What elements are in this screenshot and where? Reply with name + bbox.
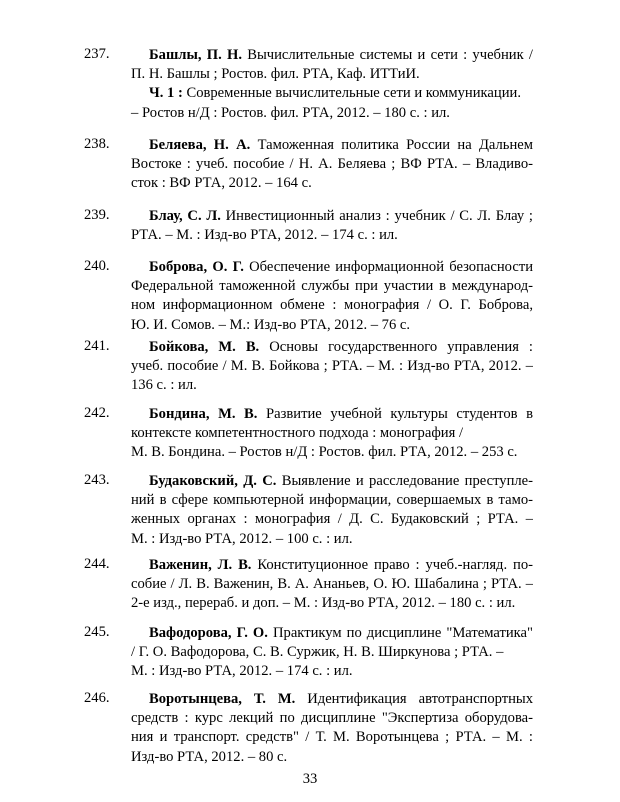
entry-line: Беляева, Н. А. Таможенная политика России на Дальнем <box>149 137 533 153</box>
entry-line: / Г. О. Вафодорова, С. В. Суржик, Н. В. Ширкунова ; РТА. – <box>131 644 504 661</box>
page-number: 33 <box>302 771 318 787</box>
entry-number: 238. <box>84 136 110 152</box>
entry-body <box>131 556 533 614</box>
entry-author: Бондина, М. В. <box>149 406 258 422</box>
entry-line: Востоке : учеб. пособие / Н. А. Беляева ; ВФ РТА. – Владиво- <box>131 156 533 173</box>
entry-line: женных органах : монография / Д. С. Будаковский ; РТА. – <box>131 511 533 528</box>
entry-line: сток : ВФ РТА, 2012. – 164 с. <box>131 175 312 192</box>
entry-body <box>131 690 533 767</box>
entry-line: М. В. Бондина. – Ростов н/Д : Ростов. фил. РТА, 2012. – 253 с. <box>131 444 518 461</box>
entry-author: Башлы, П. Н. <box>149 47 242 63</box>
entry-volume: Ч. 1 : <box>149 85 183 102</box>
entry-line: учеб. пособие / М. В. Бойкова ; РТА. – М. : Изд-во РТА, 2012. – <box>131 358 533 375</box>
entry-line: – Ростов н/Д : Ростов. фил. РТА, 2012. – 180 с. : ил. <box>131 104 450 121</box>
entry-body <box>131 258 533 335</box>
entry-body <box>131 624 533 682</box>
entry-number: 243. <box>84 472 110 488</box>
entry-line: Изд-во РТА, 2012. – 80 с. <box>131 748 288 765</box>
entry-line: 136 с. : ил. <box>131 377 197 394</box>
entry-line: Будаковский, Д. С. Выявление и расследование преступле- <box>149 473 533 489</box>
entry-line: РТА. – М. : Изд-во РТА, 2012. – 174 с. : ил. <box>131 227 398 244</box>
entry-body <box>131 207 533 245</box>
entry-author: Беляева, Н. А. <box>149 137 251 153</box>
entry-body <box>131 46 533 123</box>
entry-line: М. : Изд-во РТА, 2012. – 174 с. : ил. <box>131 663 353 680</box>
entry-line: 2-е изд., перераб. и доп. – М. : Изд-во РТА, 2012. – 180 с. : ил. <box>131 595 516 612</box>
entry-author: Бойкова, М. В. <box>149 339 260 355</box>
entry-body <box>131 472 533 549</box>
entry-line: Федеральной таможенной службы при участии в международ- <box>131 278 533 295</box>
entry-line: ном информационном обмене : монография / О. Г. Боброва, <box>131 297 533 314</box>
entry-line: М. : Изд-во РТА, 2012. – 100 с. : ил. <box>131 530 353 547</box>
entry-number: 246. <box>84 690 110 706</box>
entry-number: 245. <box>84 624 110 640</box>
entry-number: 239. <box>84 207 110 223</box>
entry-line: ний в сфере компьютерной информации, совершаемых в тамо- <box>131 492 533 509</box>
entry-author: Боброва, О. Г. <box>149 259 244 275</box>
entry-line: Боброва, О. Г. Обеспечение информационной безопасности <box>149 259 533 275</box>
entry-line: Вафодорова, Г. О. Практикум по дисциплине "Математика" <box>149 625 533 641</box>
entry-line: Бойкова, М. В. Основы государственного управления : <box>149 339 533 355</box>
entry-line: Ч. 1 : Современные вычислительные сети и коммуникации. <box>149 85 521 102</box>
entry-author: Блау, С. Л. <box>149 208 221 224</box>
entry-line: собие / Л. В. Важенин, В. А. Ананьев, О. Ю. Шабалина ; РТА. – <box>131 576 533 593</box>
entry-body <box>131 338 533 396</box>
entry-number: 242. <box>84 405 110 421</box>
entry-author: Вафодорова, Г. О. <box>149 625 268 641</box>
entry-author: Важенин, Л. В. <box>149 557 252 573</box>
entry-line: Блау, С. Л. Инвестиционный анализ : учебник / С. Л. Блау ; <box>149 208 533 224</box>
entry-line: Бондина, М. В. Развитие учебной культуры студентов в <box>149 406 533 422</box>
entry-body <box>131 405 533 463</box>
entry-number: 244. <box>84 556 110 572</box>
entry-line: контексте компетентностного подхода : монография / <box>131 425 464 442</box>
entry-number: 240. <box>84 258 110 274</box>
entry-body <box>131 136 533 194</box>
entry-number: 237. <box>84 46 110 62</box>
entry-line: П. Н. Башлы ; Ростов. фил. РТА, Каф. ИТТиИ. <box>131 66 420 83</box>
entry-author: Воротынцева, Т. М. <box>149 691 296 707</box>
entry-number: 241. <box>84 338 110 354</box>
entry-line: Ю. И. Сомов. – М.: Изд-во РТА, 2012. – 76 с. <box>131 316 411 333</box>
entry-line: Башлы, П. Н. Вычислительные системы и сети : учебник / <box>149 47 533 63</box>
entry-line: средств : курс лекций по дисциплине "Экспертиза оборудова- <box>131 710 533 727</box>
entry-author: Будаковский, Д. С. <box>149 473 277 489</box>
entry-line: Воротынцева, Т. М. Идентификация автотранспортных <box>149 691 533 707</box>
entry-line: ния и транспорт. средств" / Т. М. Воротынцева ; РТА. – М. : <box>131 729 533 746</box>
entry-line: Важенин, Л. В. Конституционное право : учеб.-нагляд. по- <box>149 557 533 573</box>
